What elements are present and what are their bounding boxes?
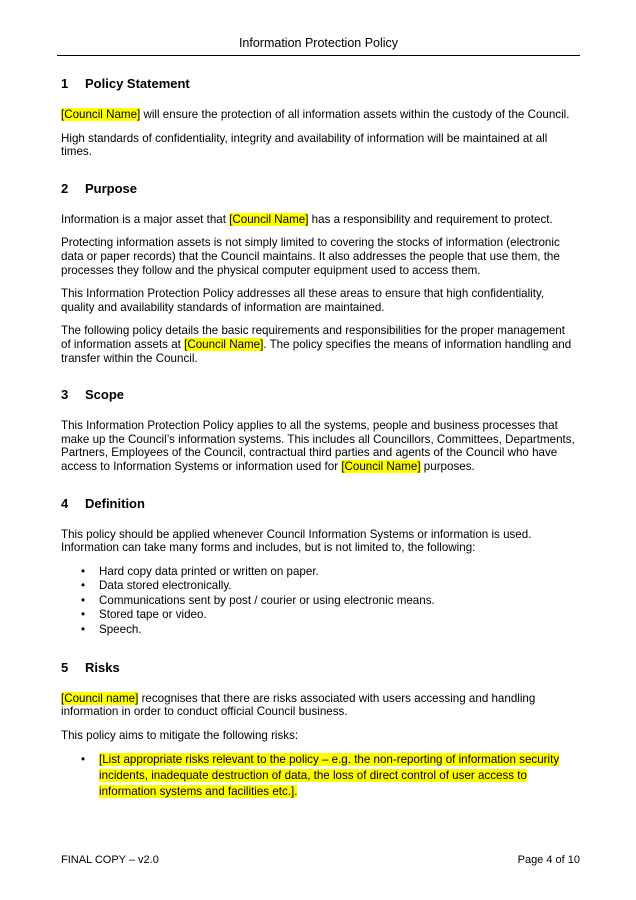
paragraph — [61, 419, 576, 473]
list-item: • Speech. — [99, 623, 576, 638]
section-title: Purpose — [85, 180, 138, 196]
list-item: • Data stored electronically. — [99, 579, 576, 594]
paragraph: High standards of confidentiality, integrity and availability of information will be maintained at all times. — [61, 131, 548, 159]
paragraph-text: will ensure the protection of all information assets within the custody of the Council. — [140, 108, 570, 121]
paragraph-text: has a responsibility and requirement to protect. — [308, 212, 553, 226]
section-definition — [61, 496, 576, 638]
paragraph: This policy aims to mitigate the following risks: — [61, 728, 299, 742]
placeholder-highlight: [Council Name] — [229, 212, 309, 226]
section-heading — [61, 387, 576, 402]
bullet-list — [61, 565, 576, 638]
placeholder-highlight: [Council Name] — [341, 459, 421, 473]
document-version: FINAL COPY – v2.0 — [61, 854, 159, 866]
bullet-list — [61, 752, 576, 800]
paragraph-text: Information is a major asset that — [61, 212, 230, 226]
paragraph — [61, 324, 576, 365]
paragraph-text: The following policy details the basic requirements and responsibilities for the proper management of information assets at — [61, 324, 565, 351]
placeholder-highlight: [Council Name] — [61, 108, 141, 121]
section-title: Scope — [85, 387, 125, 403]
section-number: 4 — [61, 495, 69, 511]
paragraph-text: . The policy specifies the means of information handling and transfer within the Council. — [61, 337, 572, 365]
paragraph: Protecting information assets is not simply limited to covering the stocks of information (electronic data or paper records) that the Council maintains. It also addresses the people that use them, the processes they follow and the physical computer equipment used to access them. — [61, 236, 560, 277]
section-title: Definition — [85, 495, 145, 511]
section-purpose — [61, 181, 576, 365]
section-number: 5 — [61, 659, 69, 675]
list-item: • Communications sent by post / courier or using electronic means. — [99, 594, 576, 609]
paragraph-text: purposes. — [420, 459, 475, 473]
section-number: 1 — [61, 76, 69, 91]
placeholder-highlight: [Council name] — [61, 691, 139, 705]
list-item: • Stored tape or video. — [99, 608, 576, 623]
section-number: 3 — [61, 387, 69, 403]
paragraph-text: recognises that there are risks associated with users accessing and handling information in order to conduct official Council business. — [61, 691, 536, 719]
page-header — [57, 36, 580, 56]
section-scope — [61, 387, 576, 473]
list-item — [99, 752, 576, 800]
paragraph-text: This Information Protection Policy applies to all the systems, people and business processes that make up the Council’s information systems. This includes all Councillors, Committees, Departments, Partners, Employees of the Council, contractual third parties and agents of the Council who have access to Information Systems or information used for — [61, 419, 575, 473]
section-heading — [61, 181, 576, 196]
section-heading — [61, 496, 576, 511]
document-body — [61, 76, 576, 822]
list-item: • Hard copy data printed or written on paper. — [99, 565, 576, 580]
paragraph: This Information Protection Policy addresses all these areas to ensure that high confidentiality, quality and availability standards of information are maintained. — [61, 287, 545, 314]
section-risks — [61, 660, 576, 801]
paragraph — [61, 108, 576, 122]
section-heading — [61, 660, 576, 675]
page-number: Page 4 of 10 — [517, 854, 580, 866]
section-number: 2 — [61, 180, 69, 196]
placeholder-highlight: [List appropriate risks relevant to the policy – e.g. the non-reporting of information security incidents, inadequate destruction of data, the loss of direct control of user access to information systems and facilities etc.]. — [99, 753, 560, 799]
section-title: Risks — [85, 659, 120, 675]
section-heading — [61, 76, 576, 91]
document-title: Information Protection Policy — [238, 36, 399, 50]
placeholder-highlight: [Council Name] — [184, 337, 264, 351]
paragraph — [61, 692, 576, 719]
section-title: Policy Statement — [85, 76, 190, 91]
section-policy-statement — [61, 76, 576, 159]
paragraph: This policy should be applied whenever Council Information Systems or information is used. Information can take many forms and includes, but is not limited to, the following: — [61, 527, 532, 555]
paragraph — [61, 213, 576, 227]
